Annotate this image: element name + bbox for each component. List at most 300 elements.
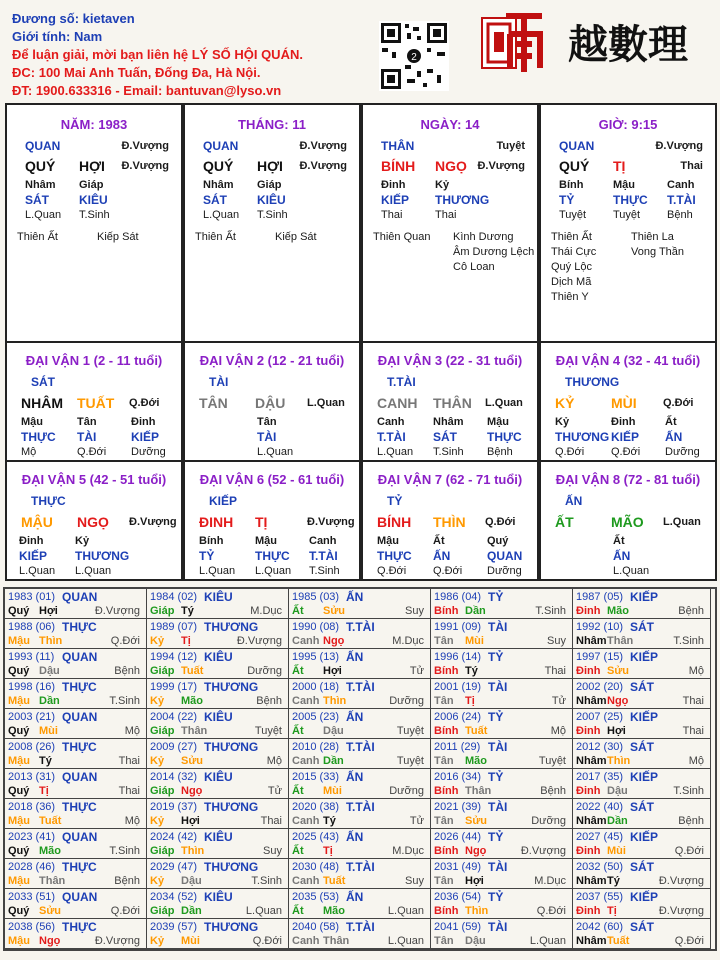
year-stem: Nhâm — [576, 755, 607, 767]
year-branch: Ngọ — [607, 695, 629, 707]
hidden-stem: Đinh — [611, 416, 636, 428]
year-branch: Ngọ — [39, 935, 61, 947]
hidden-state: Dưỡng — [131, 446, 166, 458]
year-branch: Hợi — [465, 875, 484, 887]
year-label: 1999 (17) — [150, 681, 198, 693]
year-cell — [573, 619, 711, 649]
year-god: KIÊU — [204, 590, 233, 604]
hidden-state: L.Quan — [255, 565, 292, 577]
hidden-god: T.TÀI — [309, 549, 338, 563]
hidden-god: TỶ — [559, 193, 575, 207]
year-god: TỶ — [488, 710, 504, 724]
pillar-title: GIỜ: 9:15 — [598, 117, 658, 132]
dai-van-state: Đ.Vượng — [129, 516, 177, 528]
year-stem: Nhâm — [576, 695, 607, 707]
year-stem: Nhâm — [576, 815, 607, 827]
year-branch: Mùi — [465, 635, 484, 647]
hidden-stem: Mậu — [21, 416, 43, 428]
year-god: KIẾP — [630, 830, 659, 844]
hidden-god: ẤN — [433, 549, 451, 563]
year-god: T.TÀI — [346, 920, 375, 934]
year-phase: Mộ — [124, 815, 140, 827]
year-branch: Tý — [323, 815, 336, 827]
year-cell — [289, 859, 431, 889]
hidden-stem: Tân — [257, 416, 277, 428]
year-branch: Dậu — [465, 935, 486, 947]
year-cell — [147, 799, 289, 829]
year-god: ẤN — [346, 650, 364, 664]
dai-van-6 — [183, 460, 361, 581]
year-branch: Hợi — [181, 815, 200, 827]
dai-van-god: TỶ — [387, 494, 403, 508]
year-cell — [147, 769, 289, 799]
year-god: SÁT — [630, 740, 654, 754]
year-phase: L.Quan — [529, 935, 566, 947]
dai-van-state: Q.Đới — [663, 397, 694, 409]
pillar-stem: BÍNH — [381, 158, 416, 174]
year-cell — [431, 859, 573, 889]
hidden-god: THỰC — [255, 549, 290, 563]
year-phase: T.Sinh — [251, 875, 282, 887]
year-branch: Mão — [39, 845, 61, 857]
year-god: QUAN — [62, 830, 98, 844]
dai-van-state: L.Quan — [485, 397, 523, 409]
year-branch: Sửu — [39, 905, 62, 917]
pillar-branch: HỢI — [79, 158, 105, 174]
dai-van-4 — [539, 341, 717, 462]
year-label: 2040 (58) — [292, 921, 340, 933]
year-branch: Mão — [607, 605, 629, 617]
year-phase: Thai — [544, 665, 566, 677]
year-phase: M.Dục — [392, 845, 424, 857]
year-phase: Suy — [405, 605, 424, 617]
year-label: 2032 (50) — [576, 861, 624, 873]
year-label: 1995 (13) — [292, 651, 340, 663]
year-god: THƯƠNG — [204, 680, 259, 694]
year-branch: Dậu — [607, 785, 628, 797]
star-good: Thiên Ất — [17, 231, 58, 243]
year-cell — [573, 769, 711, 799]
dai-van-god: TÀI — [209, 375, 229, 389]
hidden-god: THƯƠNG — [75, 549, 130, 563]
dai-van-stem: BÍNH — [377, 514, 412, 530]
year-branch: Ngọ — [323, 635, 345, 647]
year-god: THỰC — [62, 800, 97, 814]
year-label: 2034 (52) — [150, 891, 198, 903]
year-phase: Bệnh — [678, 815, 704, 827]
pillar-stem: QUÝ — [203, 158, 234, 174]
year-phase: Bệnh — [540, 785, 566, 797]
year-god: SÁT — [630, 620, 654, 634]
pillar-0 — [5, 103, 183, 343]
hidden-stem: Mậu — [255, 535, 277, 547]
year-branch: Tý — [607, 875, 620, 887]
year-label: 2030 (48) — [292, 861, 340, 873]
dai-van-branch: TỊ — [255, 514, 268, 530]
year-god: TÀI — [488, 680, 508, 694]
year-branch: Tuất — [181, 665, 204, 677]
year-branch: Thân — [465, 785, 492, 797]
year-cell — [5, 739, 147, 769]
year-label: 1989 (07) — [150, 621, 198, 633]
year-god: T.TÀI — [346, 860, 375, 874]
year-cell — [573, 829, 711, 859]
hidden-state: T.Sinh — [257, 209, 288, 221]
hidden-stem: Ất — [613, 535, 625, 547]
year-stem: Quý — [8, 905, 30, 917]
year-stem: Quý — [8, 845, 30, 857]
year-label: 2018 (36) — [8, 801, 56, 813]
year-branch: Thìn — [181, 845, 205, 857]
pillar-god: THÂN — [381, 139, 415, 153]
year-stem: Nhâm — [576, 635, 607, 647]
year-cell — [147, 709, 289, 739]
year-cell — [431, 679, 573, 709]
dai-van-god: THỰC — [31, 494, 66, 508]
year-cell — [5, 709, 147, 739]
year-stem: Đinh — [576, 725, 601, 737]
year-god: QUAN — [62, 890, 98, 904]
year-phase: Dưỡng — [389, 785, 424, 797]
hidden-stem: Ất — [665, 416, 677, 428]
year-stem: Bính — [434, 665, 459, 677]
year-god: THỰC — [62, 860, 97, 874]
year-stem: Nhâm — [576, 875, 607, 887]
star-good: Thiên Ất — [195, 231, 236, 243]
hidden-state: L.Quan — [199, 565, 236, 577]
dai-van-god: ẤN — [565, 494, 583, 508]
dai-van-title: ĐẠI VẬN 4 (32 - 41 tuổi) — [555, 353, 701, 368]
year-stem: Đinh — [576, 665, 601, 677]
year-stem: Tân — [434, 935, 454, 947]
year-stem: Kỷ — [150, 755, 165, 767]
year-stem: Đinh — [576, 845, 601, 857]
hidden-god: ẤN — [613, 549, 631, 563]
year-stem: Giáp — [150, 905, 175, 917]
year-stem: Giáp — [150, 845, 175, 857]
year-cell — [289, 799, 431, 829]
year-cell — [147, 739, 289, 769]
year-phase: Thai — [682, 695, 704, 707]
year-cell — [147, 649, 289, 679]
pillar-branch-state: Đ.Vượng — [121, 160, 169, 172]
year-god: T.TÀI — [346, 740, 375, 754]
year-branch: Dần — [181, 905, 202, 917]
year-label: 2022 (40) — [576, 801, 624, 813]
year-phase: Đ.Vượng — [94, 605, 140, 617]
year-god: THỰC — [62, 920, 97, 934]
pillar-branch: TỊ — [613, 158, 626, 174]
year-branch: Sửu — [465, 815, 488, 827]
year-cell — [147, 589, 289, 619]
year-branch: Thìn — [607, 755, 631, 767]
year-cell — [431, 829, 573, 859]
hidden-god: KIẾP — [19, 549, 48, 563]
year-phase: Q.Đới — [674, 935, 704, 947]
year-god: ẤN — [346, 710, 364, 724]
header-address: ĐC: 100 Mai Anh Tuấn, Đống Đa, Hà Nội. — [12, 65, 261, 80]
year-god: THƯƠNG — [204, 800, 259, 814]
year-phase: Tuyệt — [396, 725, 424, 737]
pillar-stem: QUÝ — [25, 158, 56, 174]
year-god: KIẾP — [630, 650, 659, 664]
year-phase: Q.Đới — [536, 905, 566, 917]
year-stem: Bính — [434, 725, 459, 737]
year-branch: Hợi — [607, 725, 626, 737]
dai-van-5 — [5, 460, 183, 581]
hidden-god: KIÊU — [79, 193, 108, 207]
year-cell — [289, 619, 431, 649]
year-stem: Giáp — [150, 785, 175, 797]
year-branch: Hợi — [39, 605, 58, 617]
svg-text:2: 2 — [411, 52, 417, 63]
star-other: Vong Thần — [631, 246, 685, 258]
year-phase: Thai — [260, 815, 282, 827]
year-stem: Kỷ — [150, 935, 165, 947]
year-label: 1996 (14) — [434, 651, 482, 663]
year-cell — [431, 799, 573, 829]
dai-van-8 — [539, 460, 717, 581]
pillar-branch: NGỌ — [435, 158, 467, 174]
hidden-stem: Giáp — [79, 179, 104, 191]
dai-van-branch: THÌN — [433, 514, 466, 530]
year-label: 2013 (31) — [8, 771, 56, 783]
year-god: TÀI — [488, 740, 508, 754]
year-god: KIẾP — [630, 890, 659, 904]
year-stem: Ất — [292, 605, 304, 617]
year-label: 2017 (35) — [576, 771, 624, 783]
year-branch: Sửu — [607, 665, 630, 677]
star-good: Thái Cực — [551, 246, 597, 258]
header-info — [12, 10, 303, 100]
year-stem: Canh — [292, 635, 320, 647]
hidden-state: Bệnh — [487, 446, 513, 458]
year-phase: T.Sinh — [109, 695, 140, 707]
hidden-stem: Nhâm — [25, 179, 56, 191]
year-cell — [289, 829, 431, 859]
year-phase: L.Quan — [245, 905, 282, 917]
hidden-god: QUAN — [487, 549, 523, 563]
year-phase: Tuyệt — [254, 725, 282, 737]
hidden-state: L.Quan — [75, 565, 112, 577]
year-phase: Thai — [118, 785, 140, 797]
dai-van-branch: NGỌ — [77, 514, 109, 530]
year-cell — [5, 859, 147, 889]
hidden-state: T.Sinh — [79, 209, 110, 221]
year-cell — [573, 889, 711, 919]
hidden-god: SÁT — [203, 193, 227, 207]
dai-van-god: THƯƠNG — [565, 375, 620, 389]
year-branch: Sửu — [323, 605, 346, 617]
year-phase: Thai — [118, 755, 140, 767]
year-stem: Đinh — [576, 905, 601, 917]
year-label: 2028 (46) — [8, 861, 56, 873]
year-label: 2006 (24) — [434, 711, 482, 723]
year-stem: Ất — [292, 905, 304, 917]
year-stem: Tân — [434, 875, 454, 887]
year-branch: Ngọ — [465, 845, 487, 857]
year-phase: Bệnh — [114, 665, 140, 677]
year-god: T.TÀI — [346, 800, 375, 814]
hidden-state: Q.Đới — [77, 446, 107, 458]
year-cell — [147, 859, 289, 889]
year-phase: Tử — [551, 695, 566, 707]
year-phase: T.Sinh — [535, 605, 566, 617]
star-other: Kình Dương — [453, 231, 514, 243]
hidden-state: Q.Đới — [611, 446, 641, 458]
hidden-god: SÁT — [433, 430, 457, 444]
year-label: 2038 (56) — [8, 921, 56, 933]
year-stem: Kỷ — [150, 815, 165, 827]
year-cell — [147, 919, 289, 949]
dai-van-stem: KỶ — [555, 395, 575, 411]
hidden-state: Bệnh — [667, 209, 693, 221]
year-phase: Mộ — [688, 755, 704, 767]
year-label: 2010 (28) — [292, 741, 340, 753]
hidden-state: Dưỡng — [665, 446, 700, 458]
year-god: SÁT — [630, 860, 654, 874]
year-stem: Canh — [292, 755, 320, 767]
dai-van-title: ĐẠI VẬN 2 (12 - 21 tuổi) — [199, 353, 345, 368]
year-label: 2042 (60) — [576, 921, 624, 933]
year-cell — [573, 679, 711, 709]
year-god: KIÊU — [204, 650, 233, 664]
year-branch: Tuất — [465, 725, 488, 737]
year-label: 2002 (20) — [576, 681, 624, 693]
year-label: 2003 (21) — [8, 711, 56, 723]
year-label: 2001 (19) — [434, 681, 482, 693]
year-god: KIÊU — [204, 770, 233, 784]
dai-van-stem: ẤT — [555, 514, 574, 530]
hidden-stem: Đinh — [19, 535, 44, 547]
dai-van-stem: MẬU — [21, 514, 53, 530]
year-branch: Dần — [323, 755, 344, 767]
pillar-branch-state: Thai — [680, 160, 703, 172]
year-phase: M.Dục — [250, 605, 282, 617]
pillar-title: NGÀY: 14 — [420, 117, 480, 132]
pillar-god-state: Đ.Vượng — [121, 140, 169, 152]
hidden-god: SÁT — [25, 193, 49, 207]
year-cell — [147, 619, 289, 649]
hidden-god: THỰC — [487, 430, 522, 444]
hidden-god: KIẾP — [131, 430, 160, 444]
hidden-god: THỰC — [613, 193, 648, 207]
hidden-state: Tuyệt — [559, 209, 587, 221]
year-stem: Ất — [292, 665, 304, 677]
year-stem: Quý — [8, 725, 30, 737]
pillar-branch: HỢI — [257, 158, 283, 174]
year-cell — [289, 919, 431, 949]
star-good: Thiên Y — [551, 291, 589, 303]
year-branch: Thân — [181, 725, 208, 737]
year-cell — [431, 919, 573, 949]
dai-van-title: ĐẠI VẬN 3 (22 - 31 tuổi) — [377, 353, 523, 368]
year-god: KIÊU — [204, 890, 233, 904]
hidden-stem: Mậu — [377, 535, 399, 547]
year-god: TÀI — [488, 860, 508, 874]
year-stem: Tân — [434, 695, 454, 707]
dai-van-3 — [361, 341, 539, 462]
year-god: ẤN — [346, 770, 364, 784]
star-good: Dịch Mã — [551, 276, 592, 288]
hidden-stem: Đinh — [131, 416, 156, 428]
year-branch: Hợi — [323, 665, 342, 677]
year-stem: Tân — [434, 635, 454, 647]
year-phase: Dưỡng — [531, 815, 566, 827]
year-god: TỶ — [488, 650, 504, 664]
dai-van-title: ĐẠI VẬN 6 (52 - 61 tuổi) — [199, 472, 345, 487]
year-god: THƯƠNG — [204, 620, 259, 634]
year-branch: Mùi — [39, 725, 58, 737]
dai-van-branch: DẬU — [255, 395, 286, 411]
year-stem: Mậu — [8, 875, 30, 887]
star-other: Kiếp Sát — [275, 231, 317, 243]
year-phase: Bệnh — [256, 695, 282, 707]
year-cell — [5, 619, 147, 649]
year-stem: Ất — [292, 785, 304, 797]
year-phase: T.Sinh — [109, 845, 140, 857]
dai-van-state: Q.Đới — [129, 397, 160, 409]
year-label: 2031 (49) — [434, 861, 482, 873]
year-label: 1984 (02) — [150, 591, 198, 603]
year-phase: Mộ — [266, 755, 282, 767]
year-cell — [289, 679, 431, 709]
year-cell — [431, 619, 573, 649]
hidden-stem: Tân — [77, 416, 97, 428]
year-god: QUAN — [62, 710, 98, 724]
pillar-3 — [539, 103, 717, 343]
pillar-title: NĂM: 1983 — [60, 117, 128, 132]
pillar-1 — [183, 103, 361, 343]
year-label: 2041 (59) — [434, 921, 482, 933]
year-phase: Đ.Vượng — [236, 635, 282, 647]
year-label: 2035 (53) — [292, 891, 340, 903]
year-label: 1994 (12) — [150, 651, 198, 663]
star-other: Thiên La — [631, 231, 674, 243]
hidden-stem: Ất — [433, 535, 445, 547]
dai-van-state: L.Quan — [307, 397, 345, 409]
year-phase: Suy — [405, 875, 424, 887]
hidden-state: L.Quan — [377, 446, 414, 458]
year-stem: Mậu — [8, 695, 30, 707]
year-label: 2021 (39) — [434, 801, 482, 813]
pillar-2 — [361, 103, 539, 343]
year-label: 2000 (18) — [292, 681, 340, 693]
year-stem: Quý — [8, 665, 30, 677]
year-god: ẤN — [346, 830, 364, 844]
pillar-god: QUAN — [203, 139, 239, 153]
year-cell — [431, 589, 573, 619]
year-cell — [289, 649, 431, 679]
year-label: 2033 (51) — [8, 891, 56, 903]
year-cell — [431, 709, 573, 739]
year-label: 2020 (38) — [292, 801, 340, 813]
year-phase: M.Dục — [534, 875, 566, 887]
year-god: KIẾP — [630, 590, 659, 604]
year-label: 2036 (54) — [434, 891, 482, 903]
header-gender: Giới tính: Nam — [12, 29, 103, 44]
hidden-god: THƯƠNG — [555, 430, 610, 444]
year-cell — [289, 739, 431, 769]
year-cell — [5, 769, 147, 799]
year-stem: Ất — [292, 845, 304, 857]
pillar-title: THÁNG: 11 — [238, 117, 306, 132]
year-cell — [573, 859, 711, 889]
pillar-god: QUAN — [25, 139, 61, 153]
year-god: ẤN — [346, 890, 364, 904]
year-phase: Tử — [409, 815, 424, 827]
year-stem: Kỷ — [150, 875, 165, 887]
